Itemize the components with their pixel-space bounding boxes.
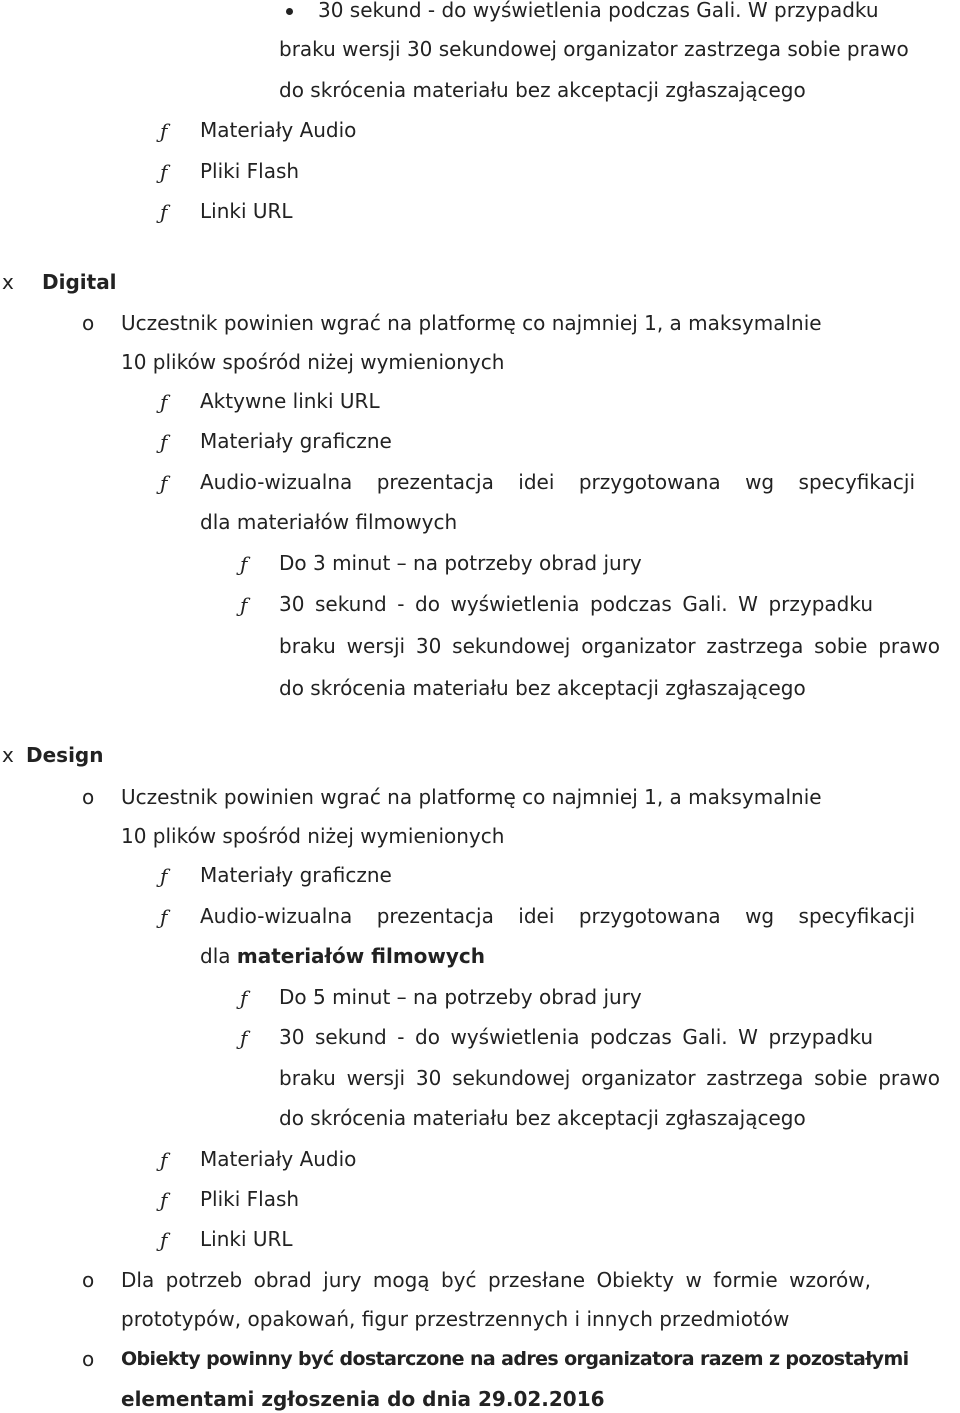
digital-intro-line1: Uczestnik powinien wgrać na platformę co najmniej 1, a maksymalnie bbox=[121, 311, 822, 335]
design-sub2-line3: do skrócenia materiału bez akceptacji zgłaszającego bbox=[279, 1106, 806, 1130]
design-av-line2 bbox=[200, 944, 485, 968]
design-av-prefix: dla bbox=[200, 944, 237, 968]
f-bullet-icon: ƒ bbox=[240, 593, 248, 617]
x-bullet-icon: x bbox=[2, 270, 14, 294]
top-item-line1: 30 sekund - do wyświetlenia podczas Gali. W przypadku bbox=[318, 0, 879, 22]
digital-heading: Digital bbox=[42, 270, 117, 294]
design-intro-line2: 10 plików spośród niżej wymienionych bbox=[121, 824, 505, 848]
design-deliver-line1: Obiekty powinny być dostarczone na adres organizatora razem z pozostałymi bbox=[121, 1348, 909, 1370]
f-bullet-icon: ƒ bbox=[160, 160, 168, 184]
digital-sub2-line3: do skrócenia materiału bez akceptacji zgłaszającego bbox=[279, 676, 806, 700]
digital-intro-line2: 10 plików spośród niżej wymienionych bbox=[121, 350, 505, 374]
x-bullet-icon: x bbox=[2, 743, 14, 767]
f-bullet-icon: ƒ bbox=[160, 119, 168, 143]
top-item-line3: do skrócenia materiału bez akceptacji zgłaszającego bbox=[279, 78, 806, 102]
digital-sub2-line1: 30 sekund - do wyświetlenia podczas Gali. W przypadku bbox=[279, 592, 873, 616]
top-list-flash: Pliki Flash bbox=[200, 159, 300, 183]
digital-av-line1: Audio-wizualna prezentacja idei przygotowana wg specyfikacji bbox=[200, 470, 915, 494]
f-bullet-icon: ƒ bbox=[160, 390, 168, 414]
design-sub1: Do 5 minut – na potrzeby obrad jury bbox=[279, 985, 642, 1009]
f-bullet-icon: ƒ bbox=[160, 430, 168, 454]
design-list-audio: Materiały Audio bbox=[200, 1147, 357, 1171]
o-bullet-icon: o bbox=[82, 785, 95, 809]
f-bullet-icon: ƒ bbox=[160, 200, 168, 224]
f-bullet-icon: ƒ bbox=[160, 905, 168, 929]
f-bullet-icon: ƒ bbox=[160, 471, 168, 495]
design-list-url: Linki URL bbox=[200, 1227, 293, 1251]
digital-item-links: Aktywne linki URL bbox=[200, 389, 380, 413]
o-bullet-icon: o bbox=[82, 1268, 95, 1292]
design-av-bold: materiałów filmowych bbox=[236, 944, 486, 968]
o-bullet-icon: o bbox=[82, 311, 95, 335]
f-bullet-icon: ƒ bbox=[240, 552, 248, 576]
digital-av-line2: dla materiałów filmowych bbox=[200, 510, 458, 534]
f-bullet-icon: ƒ bbox=[160, 1228, 168, 1252]
design-deliver-line2: elementami zgłoszenia do dnia 29.02.2016 bbox=[121, 1387, 605, 1411]
f-bullet-icon: ƒ bbox=[160, 1148, 168, 1172]
design-av-line1: Audio-wizualna prezentacja idei przygotowana wg specyfikacji bbox=[200, 904, 915, 928]
bullet-dot-icon bbox=[286, 8, 293, 15]
design-sub2-line1: 30 sekund - do wyświetlenia podczas Gali. W przypadku bbox=[279, 1025, 873, 1049]
top-list-url: Linki URL bbox=[200, 199, 293, 223]
design-item-graphics: Materiały graficzne bbox=[200, 863, 392, 887]
f-bullet-icon: ƒ bbox=[240, 986, 248, 1010]
design-obj-line2: prototypów, opakowań, figur przestrzennych i innych przedmiotów bbox=[121, 1307, 790, 1331]
o-bullet-icon: o bbox=[82, 1347, 95, 1371]
digital-item-graphics: Materiały graficzne bbox=[200, 429, 392, 453]
design-intro-line1: Uczestnik powinien wgrać na platformę co najmniej 1, a maksymalnie bbox=[121, 785, 822, 809]
f-bullet-icon: ƒ bbox=[160, 1188, 168, 1212]
digital-sub2-line2: braku wersji 30 sekundowej organizator zastrzega sobie prawo bbox=[279, 634, 940, 658]
top-list-audio: Materiały Audio bbox=[200, 118, 357, 142]
design-list-flash: Pliki Flash bbox=[200, 1187, 300, 1211]
top-item-line2: braku wersji 30 sekundowej organizator zastrzega sobie prawo bbox=[279, 37, 909, 61]
design-heading: Design bbox=[26, 743, 104, 767]
digital-sub1: Do 3 minut – na potrzeby obrad jury bbox=[279, 551, 642, 575]
f-bullet-icon: ƒ bbox=[160, 864, 168, 888]
design-sub2-line2: braku wersji 30 sekundowej organizator zastrzega sobie prawo bbox=[279, 1066, 940, 1090]
design-obj-line1: Dla potrzeb obrad jury mogą być przesłane Obiekty w formie wzorów, bbox=[121, 1268, 871, 1292]
f-bullet-icon: ƒ bbox=[240, 1026, 248, 1050]
